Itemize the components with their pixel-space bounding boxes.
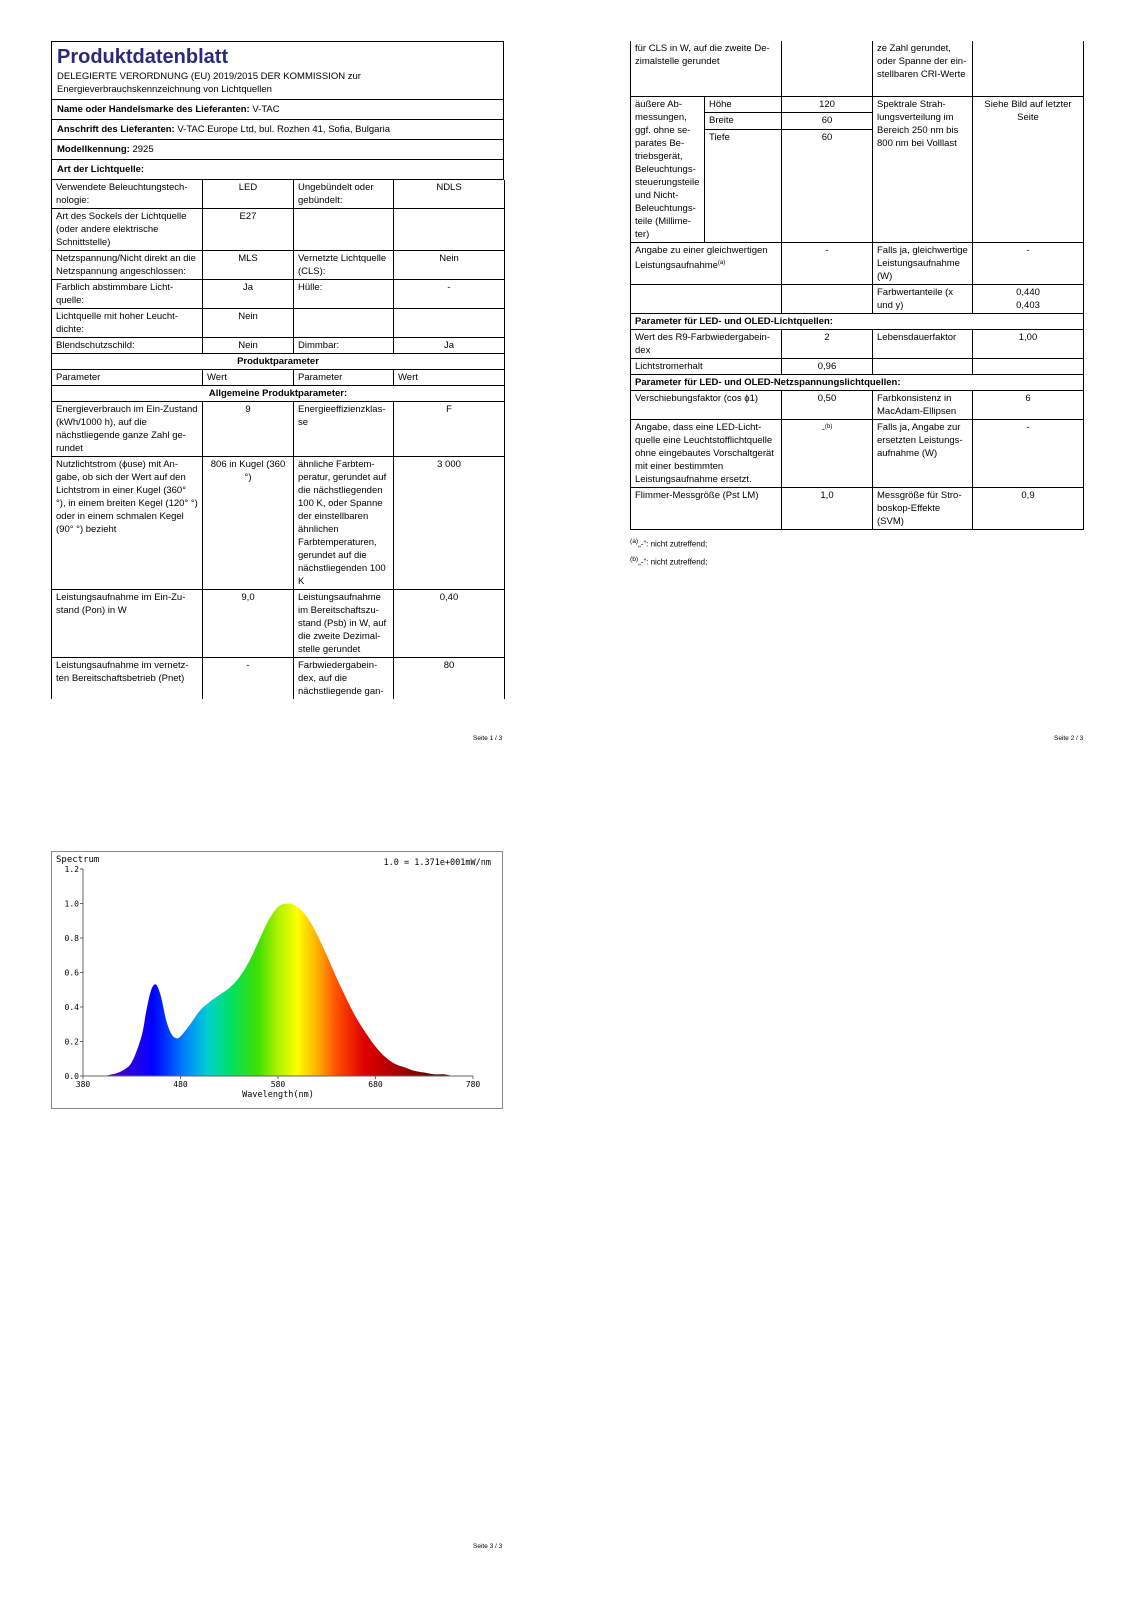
row-value: 1,00 (973, 329, 1084, 358)
row-label (873, 358, 973, 374)
row-value: 2 (782, 329, 873, 358)
page-number-1: Seite 1 / 3 (473, 735, 503, 742)
model-id: 2925 (132, 144, 154, 155)
footnote-marker: (b) (824, 423, 833, 430)
chromaticity-x: 0,440 (1016, 286, 1040, 298)
page-1 (51, 41, 504, 699)
row-label: Energieverbrauch im Ein-Zustand (kWh/1000 h), auf die nächstliegende ganze Zahl gerundet (52, 402, 203, 457)
footnote-marker: (b) (630, 556, 639, 564)
datasheet-header-box (51, 41, 504, 180)
dimension-value: 60 (782, 113, 873, 130)
table-row (631, 487, 1084, 529)
row-value: 0,50 (782, 390, 873, 419)
y-tick-label: 1.0 (64, 899, 79, 909)
row-value: E27 (203, 209, 294, 251)
row-label: Verwendete Beleuchtungstechnologie: (52, 180, 203, 209)
row-value: - (782, 242, 873, 284)
row-label (631, 284, 782, 313)
page-title: Produktdatenblatt (57, 46, 229, 68)
replacement-value: - (821, 423, 825, 435)
footnote-b (630, 552, 1083, 571)
row-label: Lichtstromerhalt (631, 358, 782, 374)
y-tick-label: 0.2 (64, 1037, 79, 1047)
footnote-marker: (a) (630, 537, 639, 545)
x-tick-label: 780 (465, 1080, 481, 1089)
dimension-name: Breite (705, 113, 782, 130)
row-value: Nein (394, 251, 505, 280)
row-value: Nein (203, 309, 294, 338)
row-label: Energieeffizienzklasse (294, 402, 394, 457)
row-value: Siehe Bild auf letzter Seite (973, 96, 1084, 242)
row-value: Ja (203, 280, 294, 309)
row-label: Falls ja, gleichwertige Leistungsaufnahme (W) (873, 242, 973, 284)
row-label: Dimmbar: (294, 338, 394, 354)
y-tick-label: 0.8 (64, 934, 79, 943)
row-label: Wert des R9-Farbwiedergabeindex (631, 329, 782, 358)
spectrum-chart (51, 851, 503, 1109)
dimension-name: Tiefe (705, 129, 782, 242)
row-label: Messgröße für Stroboskop-Effekte (SVM) (873, 487, 973, 529)
footnote-text: „-“: nicht zutreffend; (638, 557, 708, 567)
row-value: LED (203, 180, 294, 209)
row-value: 9 (203, 402, 294, 457)
dimension-name: Höhe (705, 96, 782, 113)
row-label: Farbwiedergabeindex, auf die nächstliegende gan- (294, 658, 394, 700)
footnote-text: „-“: nicht zutreffend; (638, 539, 708, 549)
supplier-address: V-TAC Europe Ltd, bul. Rozhen 41, Sofia, Bulgaria (177, 124, 391, 135)
table-row (631, 329, 1084, 358)
row-value: 9,0 (203, 590, 294, 658)
y-tick-label: 0.0 (64, 1072, 79, 1081)
row-value: - (973, 419, 1084, 487)
x-axis-label: Wavelength(nm) (242, 1090, 314, 1100)
table-row (52, 280, 505, 309)
table-row (631, 419, 1084, 487)
row-value: 80 (394, 658, 505, 700)
supplier-address-label: Anschrift des Lieferanten: (57, 124, 175, 135)
table-row (631, 242, 1084, 284)
table-row (631, 96, 1084, 113)
column-header: Parameter (294, 370, 394, 386)
row-value (973, 358, 1084, 374)
row-value: 1,0 (782, 487, 873, 529)
table-row (52, 251, 505, 280)
row-value: Ja (394, 338, 505, 354)
row-label: Falls ja, Angabe zur ersetzten Leistungsaufnahme (W) (873, 419, 973, 487)
table-row (52, 658, 505, 700)
equiv-label: Angabe zu einer gleichwertigen Leistungsaufnahme (635, 244, 768, 271)
row-value: 0,96 (782, 358, 873, 374)
table-row (52, 338, 505, 354)
light-type-row (52, 159, 503, 179)
row-value (394, 209, 505, 251)
x-tick-label: 680 (368, 1080, 383, 1089)
page-2 (630, 41, 1083, 571)
row-value: MLS (203, 251, 294, 280)
column-header-row (52, 370, 505, 386)
chart-scale-note: 1.0 = 1.371e+001mW/nm (383, 858, 491, 868)
row-label: Farbkonsistenz in MacAdam-Ellipsen (873, 390, 973, 419)
row-label: Art des Sockels der Lichtquelle (oder andere elektrische Schnittstelle) (52, 209, 203, 251)
row-label: Ungebündelt oder gebündelt: (294, 180, 394, 209)
table-row (52, 180, 505, 209)
model-label: Modellkennung: (57, 144, 130, 155)
mains-params-header: Parameter für LED- und OLED-Netzspannungslichtquellen: (631, 374, 1084, 390)
chromaticity-y: 0,403 (1016, 299, 1040, 311)
row-value: 806 in Kugel (360 °) (203, 457, 294, 590)
table-row (631, 358, 1084, 374)
row-label: Leistungsaufnahme im Ein-Zustand (Pon) in W (52, 590, 203, 658)
table-row (52, 590, 505, 658)
product-params-header: Produktparameter (52, 354, 505, 370)
x-tick-label: 580 (270, 1080, 286, 1089)
row-value: - (973, 242, 1084, 284)
y-tick-label: 0.6 (64, 968, 79, 978)
section-header-row (52, 386, 505, 402)
row-value: 0,9 (973, 487, 1084, 529)
section-header-row (631, 313, 1084, 329)
supplier-name: V-TAC (252, 104, 280, 115)
row-label: Blendschutzschild: (52, 338, 203, 354)
x-tick-label: 380 (75, 1080, 91, 1089)
row-value: F (394, 402, 505, 457)
row-value: - (394, 280, 505, 309)
row-label: Nutzlichtstrom (ϕuse) mit Angabe, ob sich der Wert auf den Lichtstrom in einer Kugel (360° °), in einem breiten Kegel (120° °) oder in einem schmalen Kegel (90° °) bezieht (52, 457, 203, 590)
regulation-text: DELEGIERTE VERORDNUNG (EU) 2019/2015 DER KOMMISSION zur Energieverbrauchskennzeichnung von Lichtquellen (57, 71, 361, 95)
row-label: Farblich abstimmbare Lichtquelle: (52, 280, 203, 309)
y-tick-label: 1.2 (64, 865, 79, 874)
page-number-2: Seite 2 / 3 (1054, 735, 1084, 742)
product-table-page2 (630, 41, 1084, 530)
row-label (294, 309, 394, 338)
row-label (294, 209, 394, 251)
model-row (52, 139, 503, 159)
row-value: NDLS (394, 180, 505, 209)
row-value (782, 41, 873, 96)
page-number-3: Seite 3 / 3 (473, 1543, 503, 1550)
table-row (52, 309, 505, 338)
row-label: ähnliche Farbtemperatur, gerundet auf die nächstliegenden 100 K, oder Spanne der einstellbaren ähnlichen Farbtemperaturen, gerundet auf die nächstliegenden 100 K (294, 457, 394, 590)
row-label: Leistungsaufnahme im Bereitschaftszustand (Psb) in W, auf die zweite Dezimalstelle gerundet (294, 590, 394, 658)
product-table-page1 (51, 180, 505, 699)
row-value: 0,40 (394, 590, 505, 658)
row-label: Lichtquelle mit hoher Leuchtdichte: (52, 309, 203, 338)
row-value (973, 41, 1084, 96)
row-label: Lebensdauerfaktor (873, 329, 973, 358)
chart-title: Spectrum (56, 855, 100, 865)
column-header: Parameter (52, 370, 203, 386)
row-label: ze Zahl gerundet, oder Spanne der einstellbaren CRI-Werte (873, 41, 973, 96)
row-value: 6 (973, 390, 1084, 419)
row-label: Vernetzte Lichtquelle (CLS): (294, 251, 394, 280)
dimensions-label: äußere Abmessungen, ggf. ohne separates Betriebsgerät, Beleuchtungssteuerungsteile und Nicht-Beleuchtungsteile (Millimeter) (631, 96, 705, 242)
row-label: Leistungsaufnahme im vernetzten Bereitschaftsbetrieb (Pnet) (52, 658, 203, 700)
row-value: 3 000 (394, 457, 505, 590)
row-label (631, 242, 782, 284)
footnote-a (630, 534, 1083, 553)
dimension-value: 120 (782, 96, 873, 113)
row-value (782, 284, 873, 313)
dimension-value: 60 (782, 129, 873, 242)
row-value: Nein (203, 338, 294, 354)
row-value (782, 419, 873, 487)
led-params-header: Parameter für LED- und OLED-Lichtquellen: (631, 313, 1084, 329)
section-header-row (631, 374, 1084, 390)
general-params-header: Allgemeine Produktparameter: (52, 386, 505, 402)
column-header: Wert (394, 370, 505, 386)
table-row (631, 390, 1084, 419)
row-value (394, 309, 505, 338)
row-label: für CLS in W, auf die zweite Dezimalstelle gerundet (631, 41, 782, 96)
table-row (52, 209, 505, 251)
row-value (973, 284, 1084, 313)
x-tick-label: 480 (173, 1080, 188, 1089)
row-label: Netzspannung/Nicht direkt an die Netzspannung angeschlossen: (52, 251, 203, 280)
table-row (52, 402, 505, 457)
supplier-address-row (52, 119, 503, 139)
row-label: Spektrale Strahlungsverteilung im Bereich 250 nm bis 800 nm bei Volllast (873, 96, 973, 242)
table-row (631, 41, 1084, 96)
column-header: Wert (203, 370, 294, 386)
section-header-row (52, 354, 505, 370)
row-label: Verschiebungsfaktor (cos ϕ1) (631, 390, 782, 419)
y-tick-label: 0.4 (64, 1003, 79, 1012)
footnotes (630, 534, 1083, 571)
footnote-marker: (a) (717, 259, 726, 266)
light-type-label: Art der Lichtquelle: (57, 164, 145, 175)
table-row (631, 284, 1084, 313)
row-label: Hülle: (294, 280, 394, 309)
table-row (52, 457, 505, 590)
row-value: - (203, 658, 294, 700)
row-label: Flimmer-Messgröße (Pst LM) (631, 487, 782, 529)
supplier-name-row (52, 99, 503, 119)
supplier-name-label: Name oder Handelsmarke des Lieferanten: (57, 104, 250, 115)
row-label: Angabe, dass eine LED-Lichtquelle eine Leuchtstofflichtquelle ohne eingebautes Vorschaltgerät mit einer bestimmten Leistungsaufnahme ersetzt. (631, 419, 782, 487)
row-label: Farbwertanteile (x und y) (873, 284, 973, 313)
spectrum-chart-svg (51, 851, 503, 1109)
